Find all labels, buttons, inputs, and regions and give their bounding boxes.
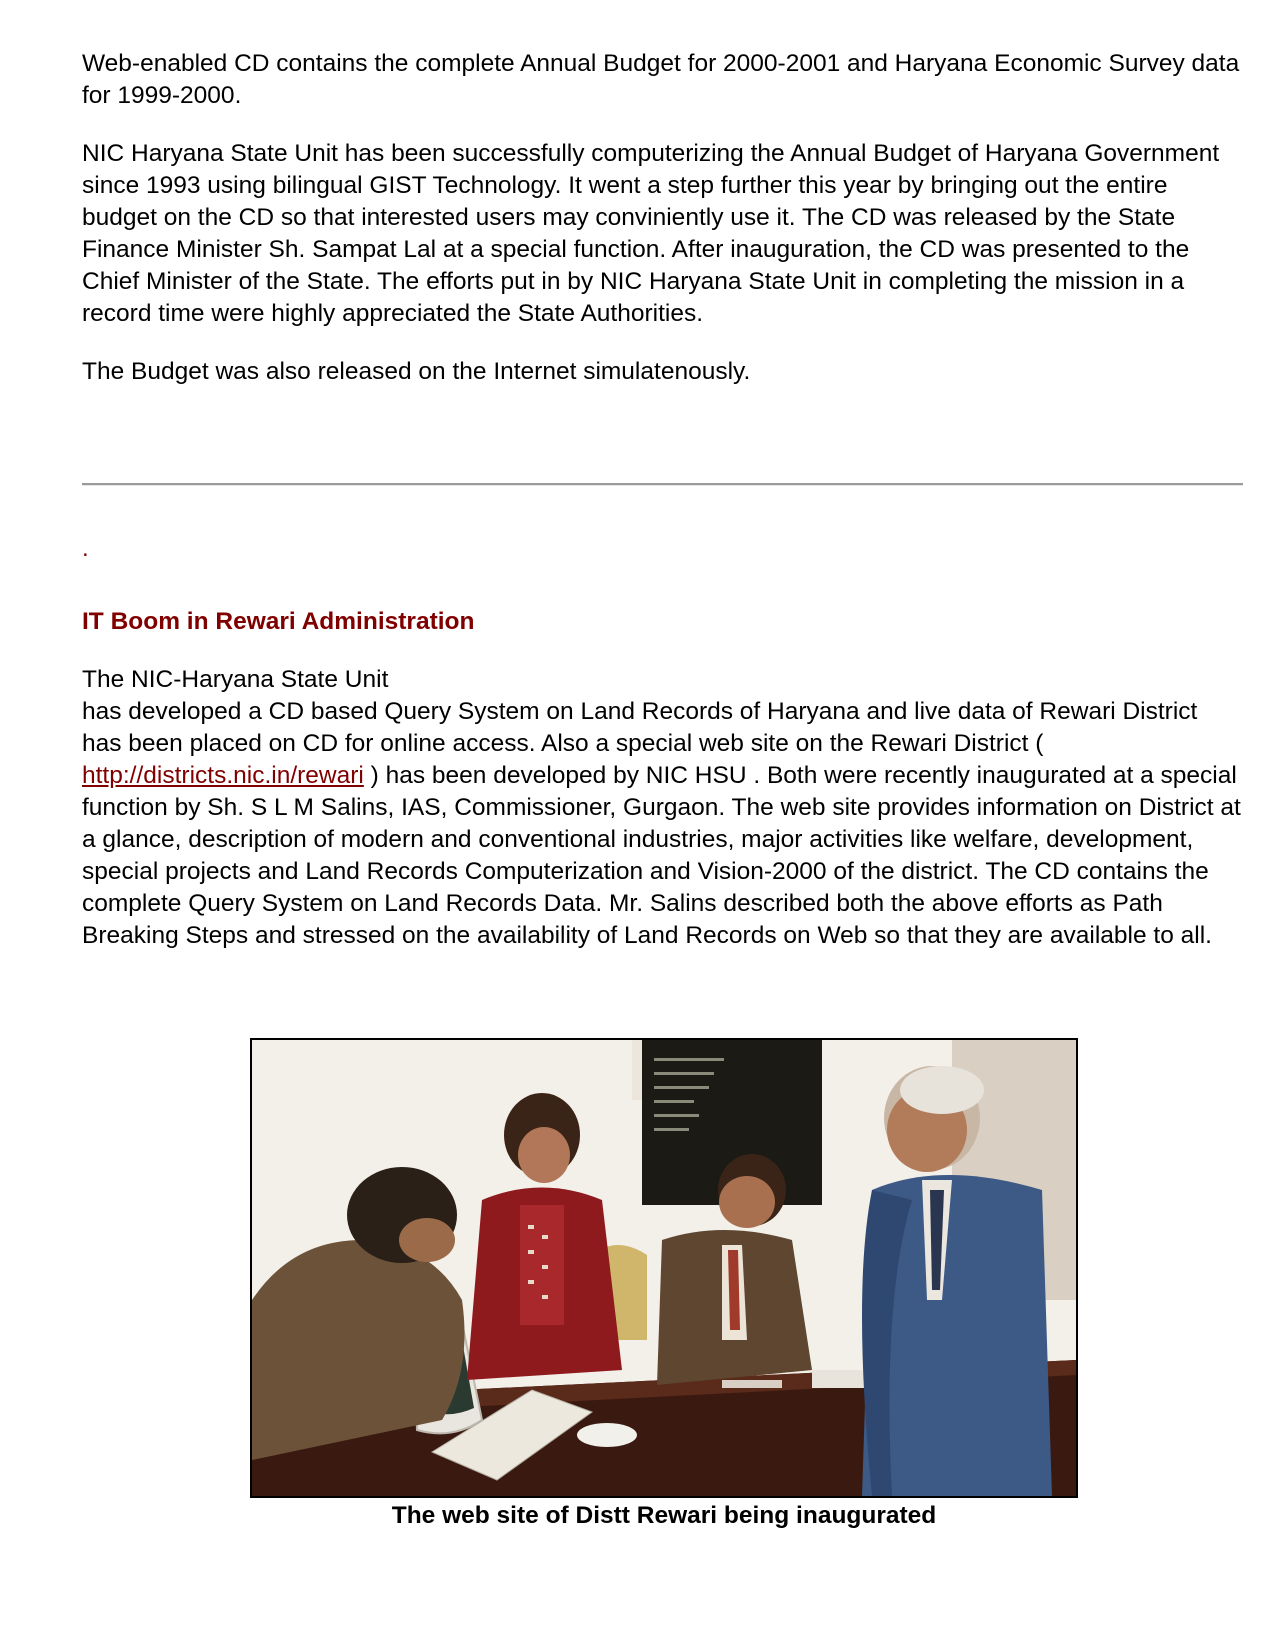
intro-paragraph-3: The Budget was also released on the Internet simulatenously.: [82, 358, 751, 385]
intro-paragraph-1: Web-enabled CD contains the complete Annual Budget for 2000-2001 and Haryana Economic Survey data for 1999-2000.: [82, 50, 1240, 109]
separator-dot: .: [82, 535, 89, 562]
inauguration-photo-illustration: [252, 1040, 1076, 1496]
article-heading: IT Boom in Rewari Administration: [82, 608, 475, 635]
article-body: [82, 664, 1242, 952]
inauguration-photo: [250, 1038, 1078, 1498]
intro-section: [82, 48, 1242, 414]
article-text-before-link: has developed a CD based Query System on Land Records of Haryana and live data of Rewari District has been placed on CD for online access. Also a special web site on the Rewari District (: [82, 698, 1198, 757]
rewari-website-link[interactable]: http://districts.nic.in/rewari: [82, 762, 364, 789]
article-lead-line: The NIC-Haryana State Unit: [82, 666, 389, 693]
photo-caption: The web site of Distt Rewari being inaugurated: [391, 1502, 937, 1529]
article-text-after-link: ) has been developed by NIC HSU . Both were recently inaugurated at a special function by Sh. S L M Salins, IAS, Commissioner, Gurgaon. The web site provides information on District at a glance, description of modern and conventional industries, major activities like welfare, development, special projects and Land Records Computerization and Vision-2000 of the district. The CD contains the complete Query System on Land Records Data. Mr. Salins described both the above efforts as Path Breaking Steps and stressed on the availability of Land Records on Web so that they are available to all.: [82, 762, 1241, 949]
horizontal-divider: [82, 483, 1243, 486]
intro-paragraph-2: NIC Haryana State Unit has been successfully computerizing the Annual Budget of Haryana Government since 1993 using bilingual GIST Technology. It went a step further this year by bringing out the entire budget on the CD so that interested users may conviniently use it. The CD was released by the State Finance Minister Sh. Sampat Lal at a special function. After inauguration, the CD was presented to the Chief Minister of the State. The efforts put in by NIC Haryana State Unit in completing the mission in a record time were highly appreciated the State Authorities.: [82, 140, 1220, 327]
